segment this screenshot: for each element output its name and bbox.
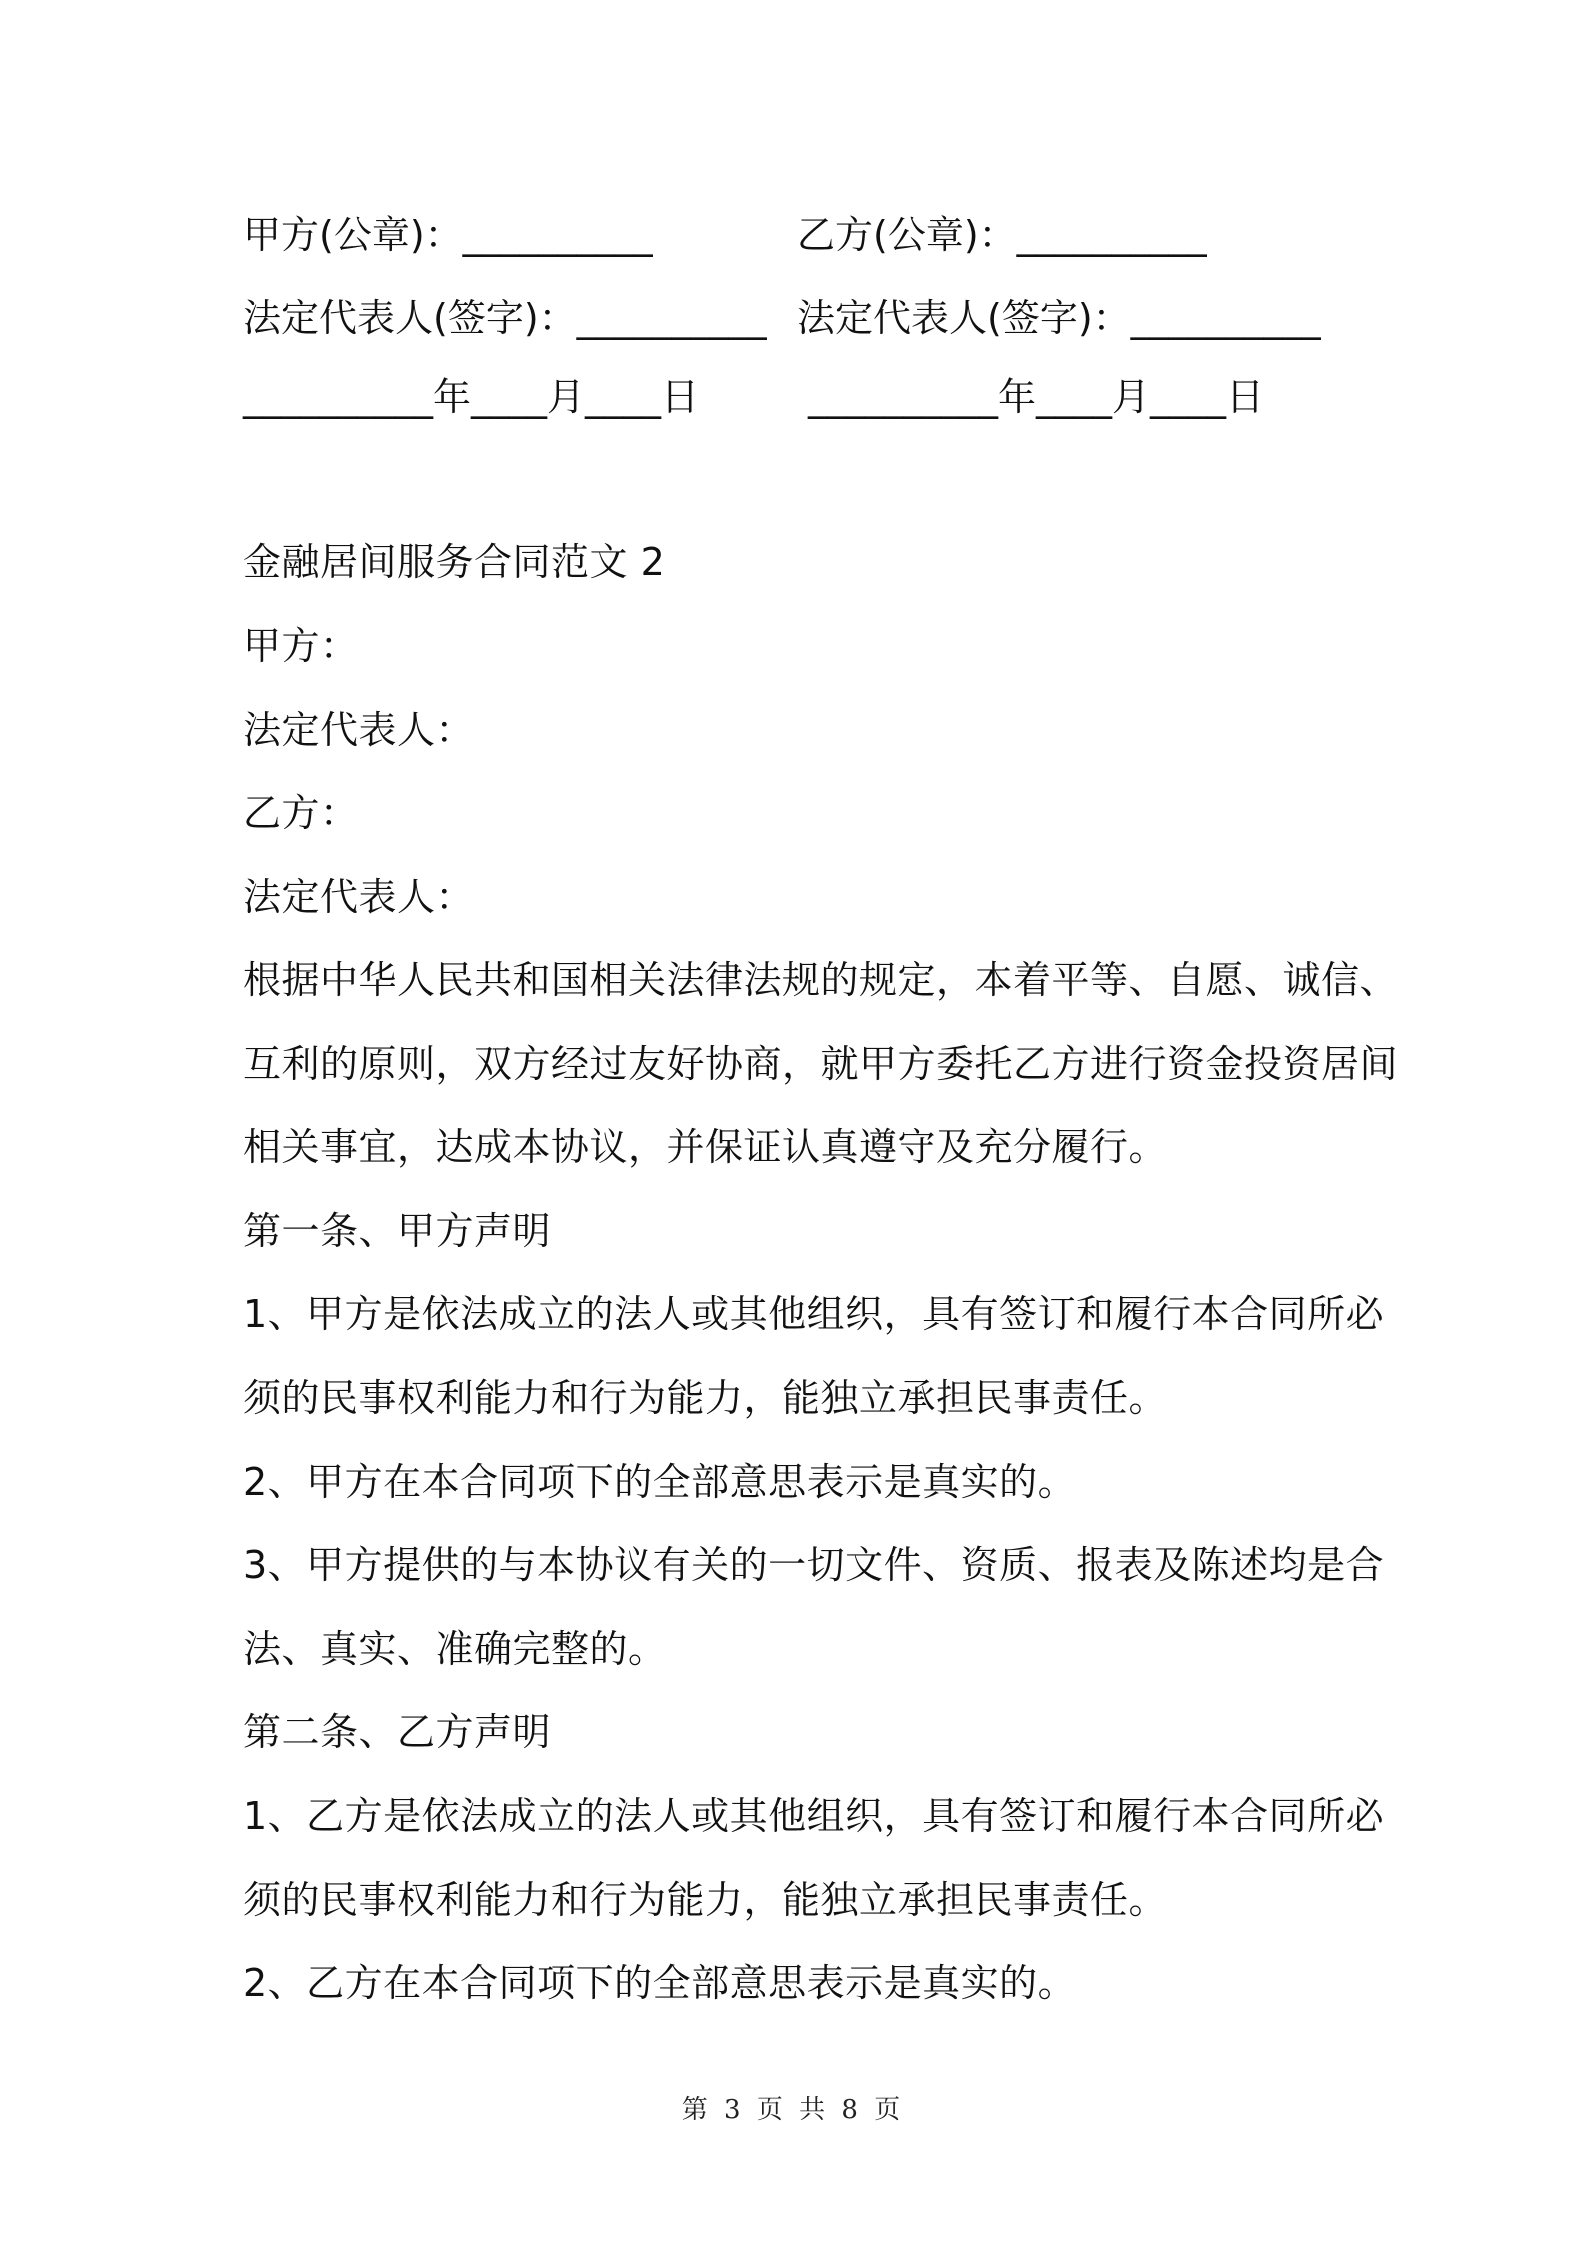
article1-item1: 须的民事权利能力和行为能力，能独立承担民事责任。 xyxy=(243,1376,1168,1420)
party-b-rep-sign: 法定代表人(签字)：__________ xyxy=(797,296,1321,340)
party-b-seal: 乙方(公章)：__________ xyxy=(797,213,1207,257)
contract-title: 金融居间服务合同范文 2 xyxy=(243,540,666,584)
preamble-line: 根据中华人民共和国相关法律法规的规定，本着平等、自愿、诚信、 xyxy=(243,958,1399,1002)
party-a-seal: 甲方(公章)：__________ xyxy=(243,213,653,257)
article2-item1: 须的民事权利能力和行为能力，能独立承担民事责任。 xyxy=(243,1878,1168,1922)
page-number-footer: 第 3 页 共 8 页 xyxy=(681,2095,905,2125)
party-a-rep-sign: 法定代表人(签字)：__________ xyxy=(243,296,767,340)
article2-item1: 1、乙方是依法成立的法人或其他组织，具有签订和履行本合同所必 xyxy=(243,1794,1385,1838)
article2-item2: 2、乙方在本合同项下的全部意思表示是真实的。 xyxy=(243,1961,1077,2005)
article1-heading: 第一条、甲方声明 xyxy=(243,1209,552,1253)
party-a-rep-label: 法定代表人： xyxy=(243,708,475,752)
article1-item1: 1、甲方是依法成立的法人或其他组织，具有签订和履行本合同所必 xyxy=(243,1292,1385,1336)
preamble-line: 相关事宜，达成本协议，并保证认真遵守及充分履行。 xyxy=(243,1125,1168,1169)
party-b-rep-label: 法定代表人： xyxy=(243,875,475,919)
party-a-label: 甲方： xyxy=(243,624,359,668)
article1-item3: 3、甲方提供的与本协议有关的一切文件、资质、报表及陈述均是合 xyxy=(243,1543,1385,1587)
preamble-line: 互利的原则，双方经过友好协商，就甲方委托乙方进行资金投资居间 xyxy=(243,1042,1399,1086)
article1-item2: 2、甲方在本合同项下的全部意思表示是真实的。 xyxy=(243,1460,1077,1504)
party-a-date: __________年____月____日 xyxy=(243,375,700,419)
party-b-label: 乙方： xyxy=(243,791,359,835)
article1-item3: 法、真实、准确完整的。 xyxy=(243,1627,667,1671)
party-b-date: __________年____月____日 xyxy=(808,375,1265,419)
article2-heading: 第二条、乙方声明 xyxy=(243,1710,552,1754)
